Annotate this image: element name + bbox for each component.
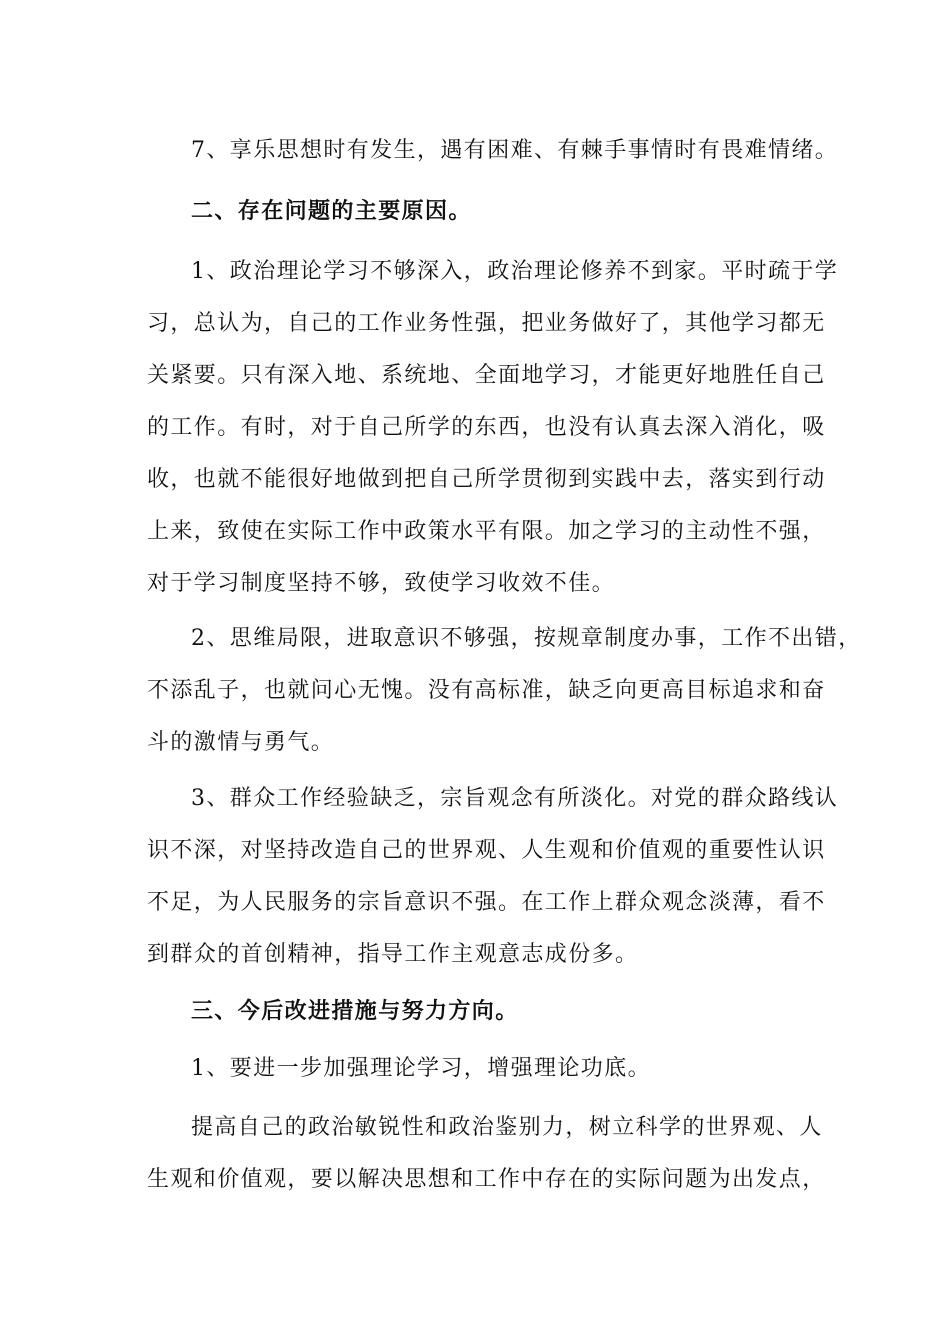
paragraph-cause-1-line: 收，也就不能很好地做到把自己所学贯彻到实践中去，落实到行动	[147, 467, 826, 492]
paragraph-measure-1: 1、要进一步加强理论学习，增强理论功底。	[191, 1056, 651, 1081]
paragraph-measure-1-detail-line: 生观和价值观，要以解决思想和工作中存在的实际问题为出发点，	[147, 1167, 826, 1192]
section-heading-causes: 二、存在问题的主要原因。	[191, 198, 472, 224]
paragraph-cause-1-line: 对于学习制度坚持不够，致使学习收效不佳。	[147, 571, 616, 596]
paragraph-cause-2-line: 不添乱子，也就问心无愧。没有高标准，缺乏向更高目标追求和奋	[147, 678, 826, 703]
paragraph-cause-3-line: 识不深，对坚持改造自己的世界观、人生观和价值观的重要性认识	[147, 838, 826, 863]
paragraph-cause-2-line: 2、思维局限，进取意识不够强，按规章制度办事，工作不出错，	[191, 626, 862, 651]
paragraph-cause-1-line: 1、政治理论学习不够深入，政治理论修养不到家。平时疏于学	[191, 259, 839, 284]
paragraph-cause-2-line: 斗的激情与勇气。	[147, 730, 335, 755]
section-heading-improvements: 三、今后改进措施与努力方向。	[191, 998, 519, 1024]
paragraph-measure-1-detail-line: 提高自己的政治敏锐性和政治鉴别力，树立科学的世界观、人	[191, 1115, 823, 1140]
paragraph-cause-1-line: 上来，致使在实际工作中政策水平有限。加之学习的主动性不强，	[147, 519, 826, 544]
paragraph-item-7: 7、享乐思想时有发生，遇有困难、有棘手事情时有畏难情绪。	[191, 138, 839, 163]
paragraph-cause-3-line: 不足，为人民服务的宗旨意识不强。在工作上群众观念淡薄，看不	[147, 890, 826, 915]
paragraph-cause-3-line: 到群众的首创精神，指导工作主观意志成份多。	[147, 942, 639, 967]
paragraph-cause-1-line: 的工作。有时，对于自己所学的东西，也没有认真去深入消化，吸	[147, 415, 826, 440]
paragraph-cause-1-line: 关紧要。只有深入地、系统地、全面地学习，才能更好地胜任自己	[147, 363, 826, 388]
paragraph-cause-1-line: 习，总认为，自己的工作业务性强，把业务做好了，其他学习都无	[147, 311, 826, 336]
paragraph-cause-3-line: 3、群众工作经验缺乏，宗旨观念有所淡化。对党的群众路线认	[191, 786, 839, 811]
